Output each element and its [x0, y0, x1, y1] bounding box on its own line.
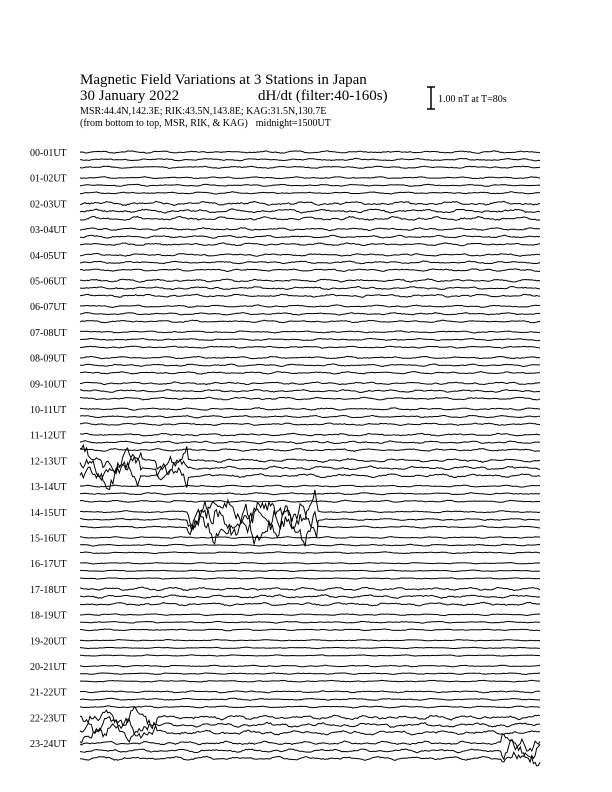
trace-kag: [80, 563, 540, 565]
trace-msr: [80, 655, 540, 656]
trace-msr: [80, 423, 540, 425]
hour-label: 01-02UT: [30, 173, 67, 185]
trace-msr: [80, 320, 540, 323]
trace-kag: [80, 279, 540, 282]
trace-kag: [80, 691, 540, 693]
trace-kag: [80, 177, 540, 179]
hour-label: 02-03UT: [30, 199, 67, 211]
trace-rik: [80, 313, 540, 316]
trace-rik: [80, 364, 540, 367]
trace-kag: [80, 537, 540, 539]
trace-rik: [80, 441, 540, 444]
hour-label: 09-10UT: [30, 379, 67, 391]
trace-rik: [80, 287, 540, 290]
trace-rik: [80, 595, 540, 599]
hour-label: 22-23UT: [30, 713, 67, 725]
scale-label: 1.00 nT at T=80s: [438, 94, 507, 105]
trace-rik: [80, 261, 540, 264]
trace-rik: [80, 338, 540, 340]
trace-msr: [80, 397, 540, 400]
trace-kag: [80, 640, 540, 641]
trace-msr: [80, 500, 540, 502]
trace-msr: [80, 578, 540, 579]
hour-label: 03-04UT: [30, 225, 67, 237]
trace-rik: [80, 415, 540, 418]
hour-label: 23-24UT: [30, 739, 67, 751]
trace-kag: [80, 614, 540, 616]
hour-label: 12-13UT: [30, 456, 67, 468]
trace-kag: [80, 382, 540, 385]
hour-label: 19-20UT: [30, 636, 67, 648]
trace-rik: [80, 209, 540, 213]
trace-kag: [80, 408, 540, 411]
trace-msr: [80, 706, 540, 708]
trace-msr: [80, 243, 540, 246]
trace-msr: [80, 269, 540, 272]
hour-label: 00-01UT: [30, 148, 67, 159]
trace-kag: [80, 485, 540, 487]
order-note: (from bottom to top, MSR, RIK, & KAG): [80, 118, 248, 129]
trace-msr: [80, 192, 540, 194]
trace-rik: [80, 647, 540, 649]
trace-msr: [80, 294, 540, 297]
trace-msr: [80, 166, 540, 168]
trace-msr: [80, 724, 540, 743]
trace-rik: [80, 158, 540, 161]
trace-rik: [80, 184, 540, 186]
trace-kag: [80, 228, 540, 231]
trace-kag: [80, 201, 540, 205]
station-coordinates: MSR:44.4N,142.3E; RIK:43.5N,143.8E; KAG:31.5N,130.7E: [80, 106, 327, 117]
chart-title: Magnetic Field Variations at 3 Stations in Japan: [80, 72, 367, 88]
trace-rik: [80, 673, 540, 675]
hour-label: 07-08UT: [30, 327, 67, 339]
hour-label: 08-09UT: [30, 353, 67, 365]
hour-label: 04-05UT: [30, 250, 67, 262]
hour-label: 21-22UT: [30, 687, 67, 699]
quantity-label: dH/dt (filter:40-160s): [258, 88, 388, 104]
trace-rik: [80, 698, 540, 700]
trace-kag: [80, 433, 540, 436]
hour-label: 10-11UT: [30, 405, 67, 416]
trace-rik: [80, 570, 540, 572]
trace-kag: [80, 305, 540, 308]
trace-msr: [80, 462, 540, 489]
trace-msr: [80, 216, 540, 220]
midnight-note: midnight=1500UT: [255, 118, 331, 129]
trace-msr: [80, 346, 540, 348]
trace-rik: [80, 493, 540, 495]
hour-label: 17-18UT: [30, 584, 67, 596]
trace-rik: [80, 235, 540, 238]
hour-label: 15-16UT: [30, 533, 67, 545]
hour-label: 05-06UT: [30, 276, 67, 288]
trace-rik: [80, 621, 540, 623]
trace-rik: [80, 390, 540, 393]
trace-kag: [80, 734, 540, 751]
trace-msr: [80, 752, 540, 766]
trace-msr: [80, 629, 540, 631]
hour-label: 20-21UT: [30, 662, 67, 673]
hour-label: 06-07UT: [30, 302, 67, 314]
trace-msr: [80, 552, 540, 554]
trace-kag: [80, 587, 540, 591]
hour-label: 18-19UT: [30, 610, 67, 622]
trace-msr: [80, 602, 540, 606]
hour-label: 13-14UT: [30, 482, 67, 494]
trace-kag: [80, 331, 540, 333]
trace-kag: [80, 490, 540, 532]
trace-kag: [80, 356, 540, 358]
trace-msr: [80, 680, 540, 682]
trace-rik: [80, 544, 540, 546]
trace-msr: [80, 449, 540, 452]
trace-msr: [80, 372, 540, 375]
hour-label: 14-15UT: [30, 507, 67, 519]
hour-label: 11-12UT: [30, 430, 67, 442]
date-label: 30 January 2022: [80, 88, 180, 104]
trace-msr: [80, 510, 540, 547]
trace-kag: [80, 151, 540, 154]
hour-label: 16-17UT: [30, 559, 67, 571]
trace-kag: [80, 665, 540, 667]
trace-kag: [80, 253, 540, 256]
